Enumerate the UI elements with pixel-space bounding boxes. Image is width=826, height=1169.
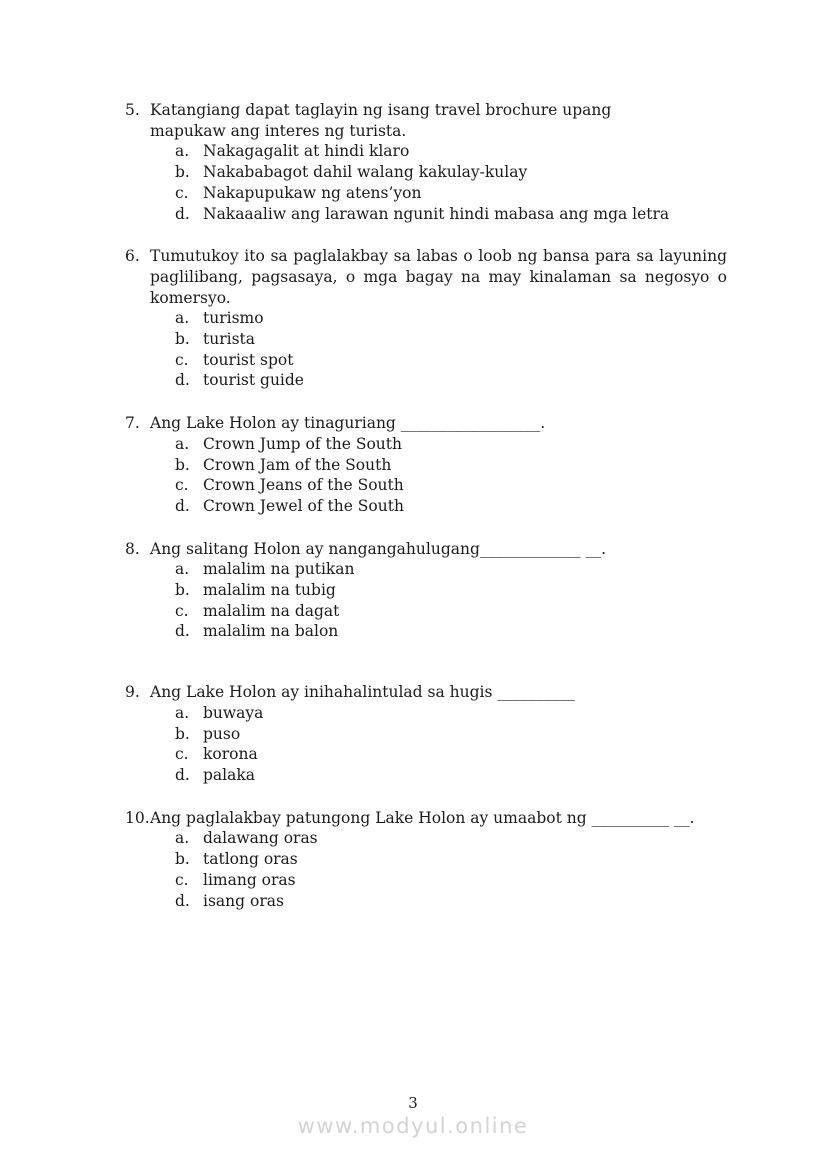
option-letter: d. <box>175 765 190 784</box>
option-text: Nakapupukaw ng atens’yon <box>203 183 422 202</box>
question-text: Ang Lake Holon ay tinaguriang __________________. <box>150 414 546 433</box>
option-text: turista <box>203 330 256 349</box>
question-10 <box>125 808 727 912</box>
option-letter: c. <box>175 350 189 369</box>
option-letter: a. <box>175 703 190 722</box>
option-row <box>175 724 727 745</box>
option-letter: d. <box>175 891 190 910</box>
question-number: 5. <box>125 101 140 119</box>
question-head <box>125 413 727 434</box>
option-letter: a. <box>175 142 190 161</box>
question-7 <box>125 413 727 517</box>
option-letter: b. <box>175 581 190 600</box>
option-text: isang oras <box>203 891 284 910</box>
option-row <box>175 475 727 496</box>
option-text: korona <box>203 745 258 764</box>
options-list <box>175 828 727 911</box>
option-row <box>175 162 727 183</box>
option-letter: b. <box>175 850 190 869</box>
question-text <box>150 100 727 141</box>
option-row <box>175 370 727 391</box>
option-text: puso <box>203 724 241 743</box>
option-letter: d. <box>175 204 190 223</box>
option-letter: b. <box>175 163 190 182</box>
options-list <box>175 141 727 224</box>
watermark-url: www.modyul.online <box>297 1114 529 1138</box>
option-row <box>175 496 727 517</box>
option-row <box>175 870 727 891</box>
question-text: Ang paglalakbay patungong Lake Holon ay umaabot ng __________ __. <box>150 808 695 827</box>
option-text: malalim na balon <box>203 622 339 641</box>
option-letter: c. <box>175 476 189 495</box>
option-row <box>175 621 727 642</box>
option-row <box>175 765 727 786</box>
option-text: malalim na tubig <box>203 581 336 600</box>
option-row <box>175 434 727 455</box>
option-text: Nakaaaliw ang larawan ngunit hindi mabasa ang mga letra <box>203 204 670 223</box>
option-row <box>175 455 727 476</box>
options-list <box>175 308 727 391</box>
option-text: turismo <box>203 309 264 328</box>
option-letter: a. <box>175 309 190 328</box>
question-text-line: Katangiang dapat taglayin ng isang travel brochure upang <box>150 101 612 119</box>
option-row <box>175 183 727 204</box>
question-8 <box>125 539 727 643</box>
option-row <box>175 849 727 870</box>
question-text-line: mapukaw ang interes ng turista. <box>150 121 407 140</box>
option-row <box>175 329 727 350</box>
option-text: Crown Jewel of the South <box>203 496 404 515</box>
option-letter: d. <box>175 496 190 515</box>
question-number: 9. <box>125 683 140 702</box>
option-letter: a. <box>175 829 190 848</box>
option-text: tourist guide <box>203 371 304 390</box>
question-text-line: komersyo. <box>150 288 231 307</box>
option-row <box>175 744 727 765</box>
question-number: 6. <box>125 247 140 266</box>
question-text: Ang salitang Holon ay nangangahulugang_____________ __. <box>150 539 607 558</box>
option-text: palaka <box>203 765 255 784</box>
question-text: Ang Lake Holon ay inihahalintulad sa hugis __________ <box>150 683 575 702</box>
question-head <box>125 100 727 141</box>
question-text <box>150 246 727 308</box>
option-text: Nakababagot dahil walang kakulay-kulay <box>203 163 528 182</box>
option-text: tourist spot <box>203 350 294 369</box>
question-text-line: Tumutukoy ito sa paglalakbay sa labas o loob ng bansa para sa layuning <box>150 247 727 266</box>
option-letter: b. <box>175 455 190 474</box>
option-text: tatlong oras <box>203 850 298 869</box>
question-head <box>125 539 727 560</box>
option-letter: c. <box>175 183 189 202</box>
option-letter: b. <box>175 330 190 349</box>
question-number: 7. <box>125 414 140 433</box>
option-letter: d. <box>175 622 190 641</box>
option-row <box>175 204 727 225</box>
question-head <box>125 246 727 308</box>
page-number: 3 <box>408 1094 418 1112</box>
option-text: malalim na dagat <box>203 601 340 620</box>
question-head <box>125 682 727 703</box>
option-letter: c. <box>175 601 189 620</box>
question-text-line: paglilibang, pagsasaya, o mga bagay na may kinalaman sa negosyo o <box>150 267 727 286</box>
option-letter: b. <box>175 724 190 743</box>
options-list <box>175 434 727 517</box>
option-row <box>175 559 727 580</box>
quiz-content <box>125 100 727 933</box>
option-text: Nakagagalit at hindi klaro <box>203 142 410 161</box>
option-row <box>175 828 727 849</box>
option-letter: c. <box>175 870 189 889</box>
option-text: buwaya <box>203 703 264 722</box>
option-row <box>175 703 727 724</box>
option-text: dalawang oras <box>203 829 318 848</box>
question-5 <box>125 100 727 224</box>
question-6 <box>125 246 727 391</box>
option-text: Crown Jam of the South <box>203 455 392 474</box>
question-head <box>125 808 727 829</box>
options-list <box>175 703 727 786</box>
option-row <box>175 141 727 162</box>
option-row <box>175 350 727 371</box>
option-text: malalim na putikan <box>203 560 355 579</box>
option-row <box>175 580 727 601</box>
option-row <box>175 601 727 622</box>
question-9 <box>125 682 727 786</box>
option-row <box>175 891 727 912</box>
option-letter: c. <box>175 745 189 764</box>
options-list <box>175 559 727 642</box>
option-row <box>175 308 727 329</box>
option-letter: d. <box>175 371 190 390</box>
option-text: limang oras <box>203 870 296 889</box>
option-text: Crown Jump of the South <box>203 434 402 453</box>
option-text: Crown Jeans of the South <box>203 476 404 495</box>
option-letter: a. <box>175 434 190 453</box>
question-number: 10. <box>125 808 150 827</box>
question-number: 8. <box>125 539 140 558</box>
option-letter: a. <box>175 560 190 579</box>
